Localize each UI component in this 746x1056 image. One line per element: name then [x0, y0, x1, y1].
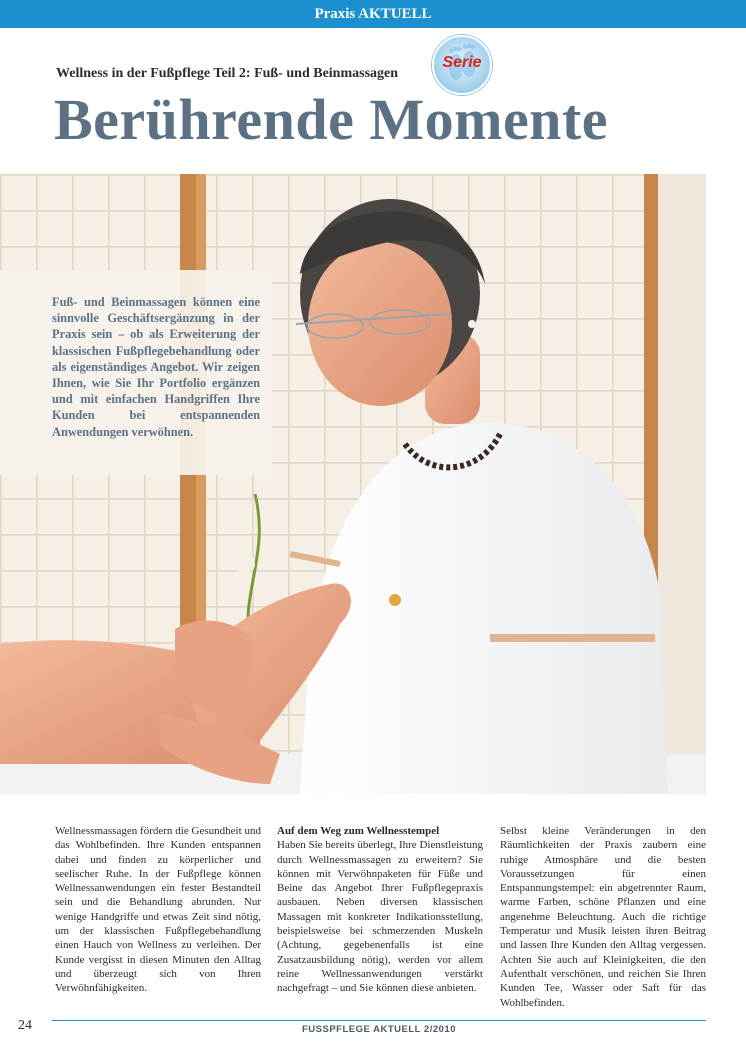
body-column-1 — [55, 824, 261, 996]
section-title: Praxis AKTUELL — [314, 6, 432, 22]
body-column-3 — [500, 824, 706, 1010]
page-number: 24 — [18, 1018, 32, 1033]
section-header-bar — [0, 0, 746, 28]
serie-label: Serie — [442, 54, 482, 71]
publication-footer: FUSSPFLEGE AKTUELL 2/2010 — [302, 1024, 456, 1035]
intro-box — [0, 270, 272, 475]
article-title: Berührende Momente — [54, 87, 608, 152]
photo-illustration — [0, 174, 706, 794]
column-text: Haben Sie bereits überlegt, Ihre Dienstleistung durch Wellnessmassagen zu erweitern? Sie können mit Verwöhnpaketen für Füße und Beine das Angebot Ihrer Fußpflegepraxis ausbauen. Neben diversen klassischen Massagen mit konkreter Indikationsstellung, beispielsweise bei schmerzenden Muskeln (Achtung, gegebenenfalls ist eine Zusatzausbildung nötig), werden vor allem reine Wellnessanwendungen verstärkt nachgefragt – und Sie können diese anbieten. — [277, 839, 483, 995]
body-column-2 — [277, 824, 483, 996]
article-kicker: Wellness in der Fußpflege Teil 2: Fuß- und Beinmassagen — [56, 66, 399, 81]
massage-photo — [0, 174, 706, 794]
column-text: Wellnessmassagen fördern die Gesundheit und das Wohlbefinden. Ihre Kunden entspannen dabei und finden zu körperlicher und seelischer Ruhe. In der Fußpflege können Wellnessanwendungen ein fester Bestandteil sein und die Behandlung abrunden. Nur wenige Handgriffe und etwas Zeit sind nötig, um der klassischen Fußpflegebehandlung einen Hauch von Wellness zu verleihen. Der Kunde vergisst in diesen Minuten den Alltag und überzeugt sich von Ihren Verwöhnfähigkeiten. — [55, 825, 261, 995]
column-text: Selbst kleine Veränderungen in den Räumlichkeiten der Praxis zaubern eine ruhige Atmosphäre und die besten Voraussetzungen für einen Entspannungstempel: ein abgetrennter Raum, warme Farben, schöne Pflanzen und eine angenehme Beleuchtung. Auch die richtige Temperatur und Musik leisten ihren Beitrag und lassen Ihre Kunden den Alltag vergessen. Achten Sie auch auf Kleinigkeiten, die den Aufenthalt verschönen, und reichen Sie Ihren Kunden Tee, Wasser oder Saft für das Wohlbefinden. — [500, 825, 706, 1009]
section-heading: Auf dem Weg zum Wellnesstempel — [277, 825, 440, 837]
footer-divider — [52, 1020, 706, 1021]
intro-text: Fuß- und Beinmassagen können eine sinnvolle Geschäftsergänzung in der Praxis sein – ob als Erweiterung der klassischen Fußpflegebehandlung oder als eigenständiges Angebot. Wir zeigen Ihnen, wie Sie Ihr Portfolio ergänzen und mit einfachen Handgriffen Ihre Kunden bei entspannenden Anwendungen verwöhnen. — [52, 295, 260, 439]
